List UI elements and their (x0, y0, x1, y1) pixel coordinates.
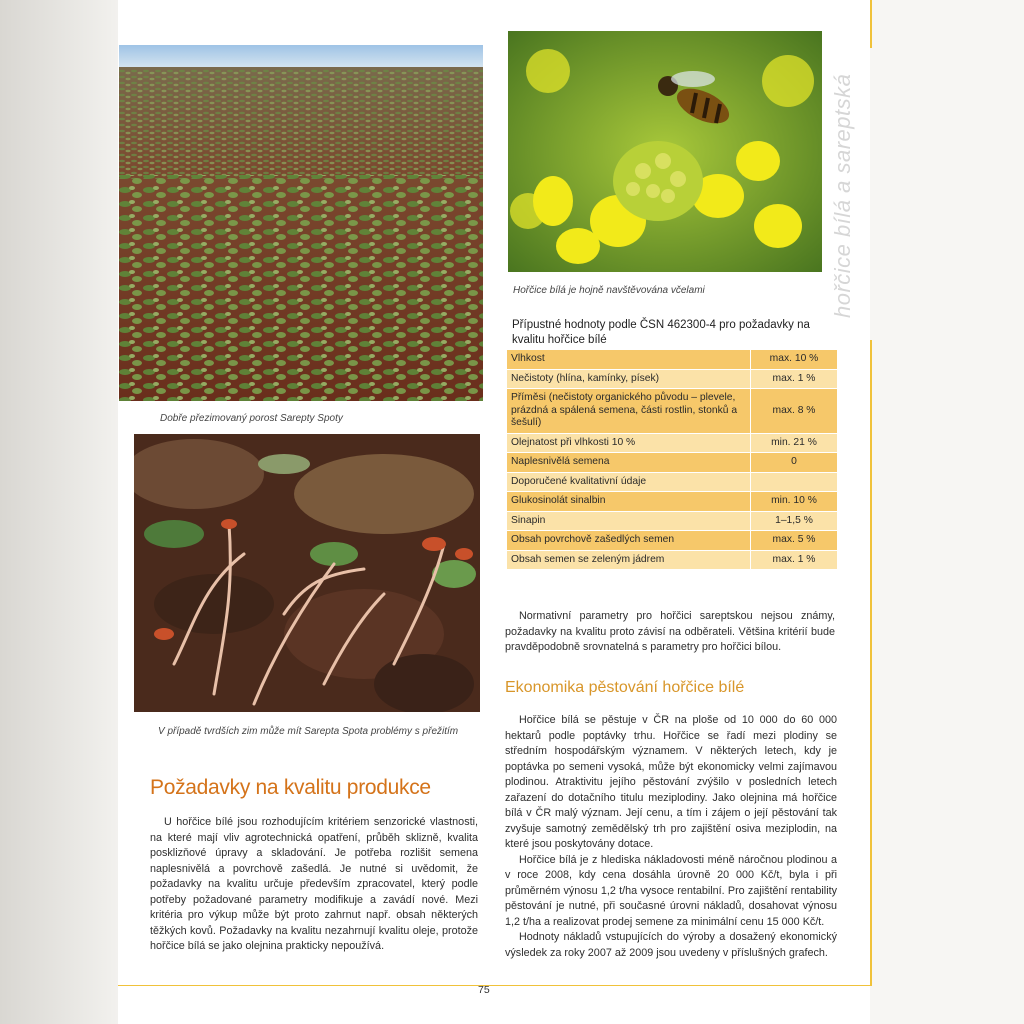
frost-photo-caption: V případě tvrdších zim může mít Sarepta Spota problémy s přežitím (158, 726, 459, 737)
row-value: min. 21 % (751, 433, 838, 453)
row-label: Vlhkost (507, 350, 751, 369)
row-label: Obsah semen se zeleným jádrem (507, 550, 751, 570)
frost-plants-photo (134, 434, 480, 712)
row-value: max. 1 % (751, 550, 838, 570)
economics-heading: Ekonomika pěstování hořčice bílé (505, 679, 745, 696)
row-value: max. 10 % (751, 350, 838, 369)
quality-heading: Požadavky na kvalitu produkce (150, 776, 431, 799)
bee-photo-caption: Hořčice bílá je hojně navštěvována včelami (513, 285, 705, 296)
bee-flower-photo (508, 31, 822, 272)
row-label: Nečistoty (hlína, kamínky, písek) (507, 369, 751, 389)
row-value: max. 8 % (751, 389, 838, 434)
row-label: Olejnatost při vlhkosti 10 % (507, 433, 751, 453)
table-row (507, 453, 837, 473)
normative-paragraph: Normativní parametry pro hořčici sareptskou nejsou známy, požadavky na kvalitu proto závisí na odběrateli. Většina kritérií bude pravděpodobně srovnatelná s parametry pro hořčici bílou. (505, 610, 835, 653)
quality-text: U hořčice bílé jsou rozhodujícím kritériem senzorické vlastnosti, na které mají vliv agrotechnická opatření, průběh sklizně, kvalita posklizňové úpravy a skladování. Je potřeba rozlišit semena naplesnivělá a povrchově zašedlá. Je nutné si uvědomit, že požadavky na kvalitu určuje především zpracovatel, který podle potřeby požadované parametry modifikuje a zavádí nové. Mezi kritéria pro výkup může být proto zahrnut např. obsah některých těžkých kovů. Požadavky na kvalitu nezahrnují kvalitu oleje, protože hořčice bílá se jako olejnina prakticky nepoužívá. (150, 816, 478, 952)
row-label: Obsah povrchově zašedlých semen (507, 531, 751, 551)
row-label: Příměsi (nečistoty organického původu – plevele, prázdná a spálená semena, části rostlin, stonků a šešulí) (507, 389, 751, 434)
row-label: Glukosinolát sinalbin (507, 492, 751, 512)
table-row (507, 350, 837, 369)
right-margin (870, 0, 1024, 1024)
row-value: 0 (751, 453, 838, 473)
quality-parameters-table (507, 350, 837, 570)
field-photo-caption: Dobře přezimovaný porost Sarepty Spoty (160, 413, 343, 424)
field-photo (119, 45, 483, 401)
page-gutter-shadow (0, 0, 118, 1024)
table-row (507, 433, 837, 453)
row-value: 1–1,5 % (751, 511, 838, 531)
economics-text: Hořčice bílá se pěstuje v ČR na ploše od 10 000 do 60 000 hektarů podle poptávky trhu. Hořčice se řadí mezi plodiny se středním hospodářským významem. V některých letech, kdy je poptávka po semeni vysoká, může být ekonomicky velmi zajímavou plodinou. Atraktivitu jejího pěstování zvýšilo v posledních letech zařazení do dotačního titulu meziplodiny. Jako olejnina má hořčice bílá v ČR malý význam. Její cenu, a tím i zájem o její pěstování tak zvyšuje samotný zemědělský trh pro zajištění osiva meziplodin, na které jsou poskytovány dotace. Hořčice bílá je z hlediska nákladovosti méně náročnou plodinou a v roce 2008, kdy cena dosáhla úrovně 20 000 Kč/t, byla i při průměrném výnosu 1,2 t/ha vysoce rentabilní. Pro zajištění rentability pěstování je nutné, při současné úrovni nákladů, dosahovat výnosu 1,2 t/ha a realizovat prodej semene za minimální cenu 15 000 Kč/t. Hodnoty nákladů vstupujících do výroby a dosažený ekonomický výsledek za roky 2007 až 2009 jsou uvedeny v příslušných grafech. (505, 714, 837, 959)
page-number: 75 (478, 984, 490, 996)
row-value: max. 1 % (751, 369, 838, 389)
table-title: Přípustné hodnoty podle ČSN 462300-4 pro požadavky na kvalitu hořčice bílé (512, 319, 810, 346)
table-row (507, 389, 837, 434)
row-value: max. 5 % (751, 531, 838, 551)
side-accent-line-bottom (870, 340, 872, 986)
chapter-side-title: hořčice bílá a sareptská (830, 73, 855, 318)
table-row (507, 531, 837, 551)
table-row (507, 472, 837, 492)
row-label: Naplesnivělá semena (507, 453, 751, 473)
row-label: Sinapin (507, 511, 751, 531)
side-accent-line-top (870, 0, 872, 48)
row-label: Doporučené kvalitativní údaje (507, 472, 751, 492)
table-row (507, 492, 837, 512)
row-value: min. 10 % (751, 492, 838, 512)
row-value (751, 472, 838, 492)
table-row (507, 369, 837, 389)
table-row (507, 511, 837, 531)
footer-rule (118, 985, 870, 986)
table-row (507, 550, 837, 570)
